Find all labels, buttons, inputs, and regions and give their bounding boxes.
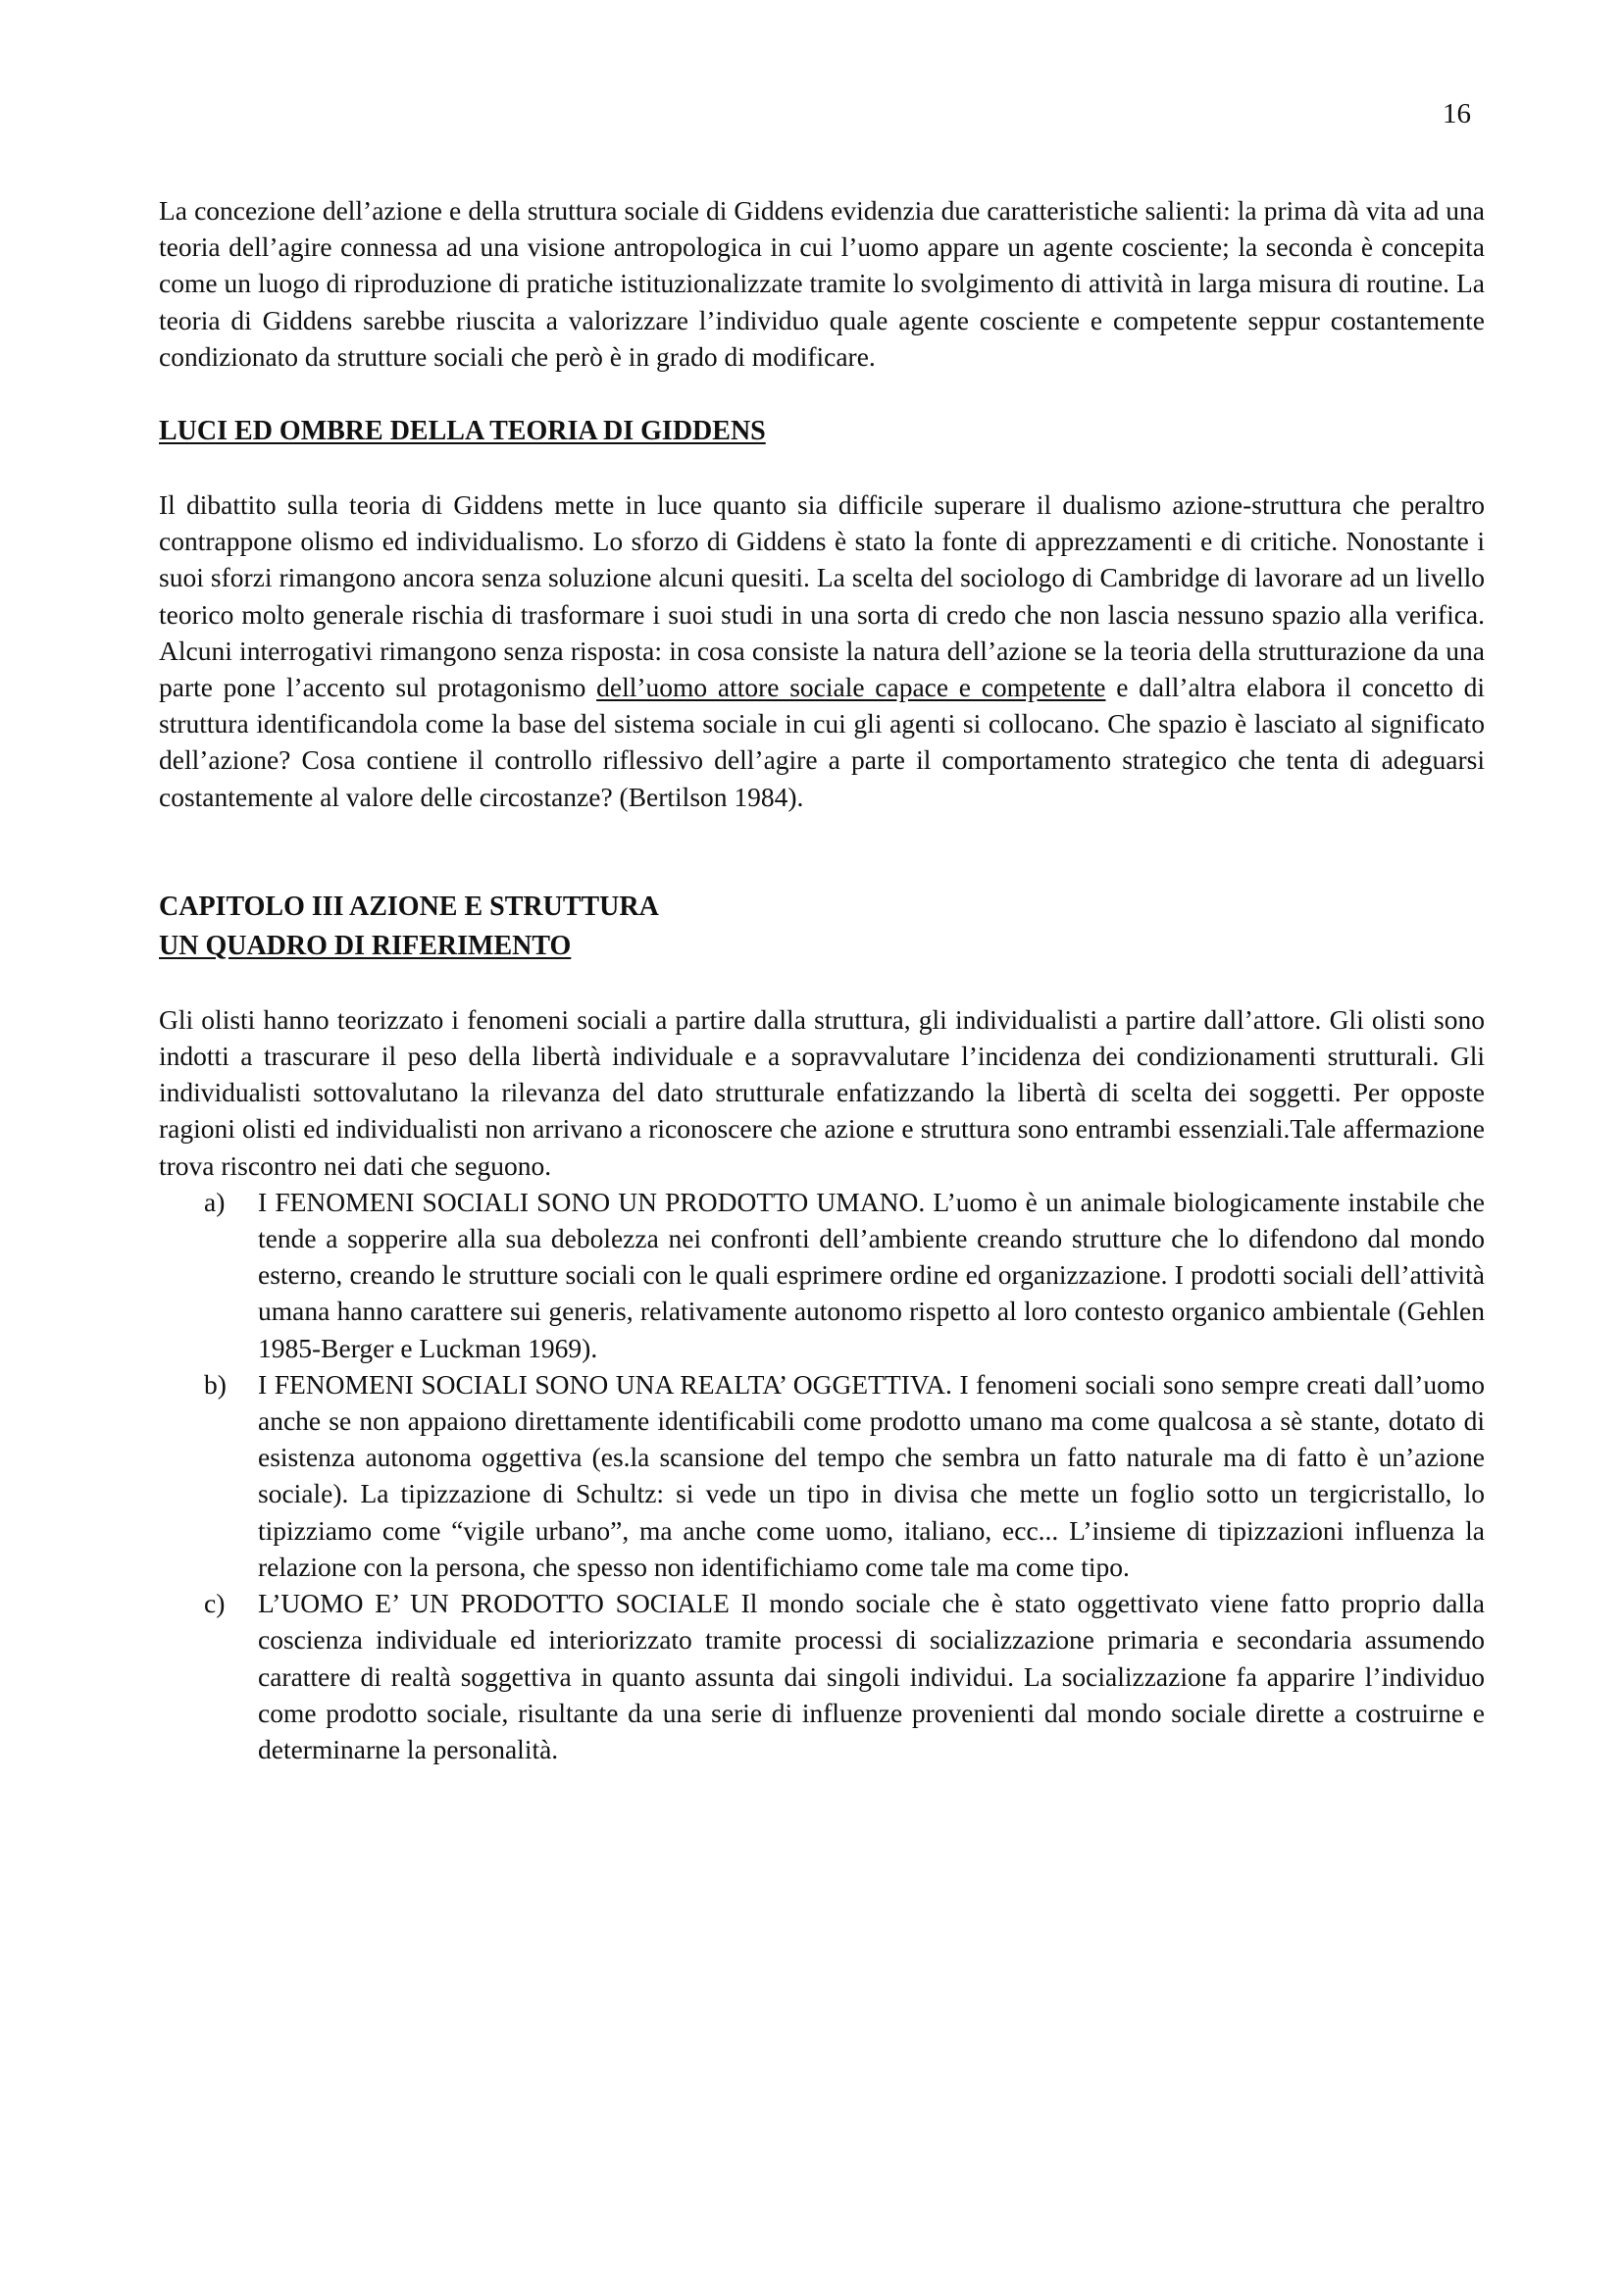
- paragraph-debate-part2: e dall’altra elabora il concetto di struttura identificandola come la base del sistema sociale in cui gli agenti si collocano. Che spazio è lasciato al significato dell’azione? Cosa contiene il controllo riflessivo dell’agire a parte il comportamento strategico che tenta di adeguarsi costantemente al valore delle circostanze? (Bertilson 1984).: [159, 672, 1485, 812]
- chapter-title-line2: UN QUADRO DI RIFERIMENTO: [159, 930, 572, 961]
- paragraph-debate-part1: Il dibattito sulla teoria di Giddens mette in luce quanto sia difficile superare il dualismo azione-struttura che peraltro contrappone olismo ed individualismo. Lo sforzo di Giddens è stato la fonte di apprezzamenti e di critiche. Nonostante i suoi sforzi rimangono ancora senza soluzione alcuni quesiti. La scelta del sociologo di Cambridge di lavorare ad un livello teorico molto generale rischia di trasformare i suoi studi in una sorta di credo che non lascia nessuno spazio alla verifica. Alcuni interrogativi rimangono senza risposta: in cosa consiste la natura dell’azione se la teoria della strutturazione da una parte pone l’accento sul protagonismo: [159, 489, 1485, 703]
- list-item-marker: a): [204, 1186, 226, 1217]
- list-item: [204, 1184, 1485, 1366]
- section-heading-text: LUCI ED OMBRE DELLA TEORIA DI GIDDENS: [159, 416, 766, 447]
- list-item-text: I FENOMENI SOCIALI SONO UNA REALTA’ OGGETTIVA. I fenomeni sociali sono sempre creati dall’uomo anche se non appaiono direttamente identificabili come prodotto umano ma come qualcosa a sè stante, dotato di esistenza autonoma oggettiva (es.la scansione del tempo che sembra un fatto naturale ma di fatto è un’azione sociale). La tipizzazione di Schultz: si vede un tipo in divisa che mette un foglio sotto un tergicristallo, lo tipizziamo come “vigile urbano”, ma anche come uomo, italiano, ecc... L’insieme di tipizzazioni influenza la relazione con la persona, che spesso non identifichiamo come tale ma come tipo.: [258, 1368, 1485, 1582]
- list-item-text: I FENOMENI SOCIALI SONO UN PRODOTTO UMANO. L’uomo è un animale biologicamente instabile che tende a sopperire alla sua debolezza nei confronti dell’ambiente creando strutture che lo difendono dal mondo esterno, creando le strutture sociali con le quali esprimere ordine ed organizzazione. I prodotti sociali dell’attività umana hanno carattere sui generis, relativamente autonomo rispetto al loro contesto organico ambientale (Gehlen 1985-Berger e Luckman 1969).: [258, 1186, 1485, 1363]
- chapter-list: [159, 1184, 1485, 1767]
- list-item-marker: c): [204, 1588, 226, 1619]
- paragraph-chapter-intro: Gli olisti hanno teorizzato i fenomeni sociali a partire dalla struttura, gli individualisti a partire dall’attore. Gli olisti sono indotti a trascurare il peso della libertà individuale e a sopravvalutare l’incidenza dei condizionamenti strutturali. Gli individualisti sottovalutano la rilevanza del dato strutturale enfatizzando la libertà di scelta dei soggetti. Per opposte ragioni olisti ed individualisti non arrivano a riconoscere che azione e struttura sono entrambi essenziali.Tale affermazione trova riscontro nei dati che seguono.: [159, 1003, 1485, 1181]
- list-item: [204, 1366, 1485, 1585]
- list-item: [204, 1585, 1485, 1767]
- paragraph-debate: [159, 486, 1485, 815]
- chapter-title-line1: CAPITOLO III AZIONE E STRUTTURA: [159, 891, 659, 922]
- paragraph-giddens-conclusion: La concezione dell’azione e della struttura sociale di Giddens evidenzia due caratteristiche salienti: la prima dà vita ad una teoria dell’agire connessa ad una visione antropologica in cui l’uomo appare un agente cosciente; la seconda è concepita come un luogo di riproduzione di pratiche istituzionalizzate tramite lo svolgimento di attività in larga misura di routine. La teoria di Giddens sarebbe riuscita a valorizzare l’individuo quale agente cosciente e competente seppur costantemente condizionato da strutture sociali che però è in grado di modificare.: [159, 195, 1485, 372]
- underlined-phrase: dell’uomo attore sociale capace e competente: [596, 672, 1106, 703]
- section-heading-luci-ombre: [159, 412, 1485, 451]
- page-content: [159, 192, 1485, 1767]
- chapter-title: [159, 888, 1485, 966]
- list-item-text: L’UOMO E’ UN PRODOTTO SOCIALE Il mondo sociale che è stato oggettivato viene fatto proprio dalla coscienza individuale ed interiorizzato tramite processi di socializzazione primaria e secondaria assumendo carattere di realtà soggettiva in quanto assunta dai singoli individui. La socializzazione fa apparire l’individuo come prodotto sociale, risultante da una serie di influenze provenienti dal mondo sociale dirette a costruirne e determinarne la personalità.: [258, 1588, 1485, 1764]
- list-item-marker: b): [204, 1368, 227, 1400]
- page-number: 16: [1443, 98, 1471, 129]
